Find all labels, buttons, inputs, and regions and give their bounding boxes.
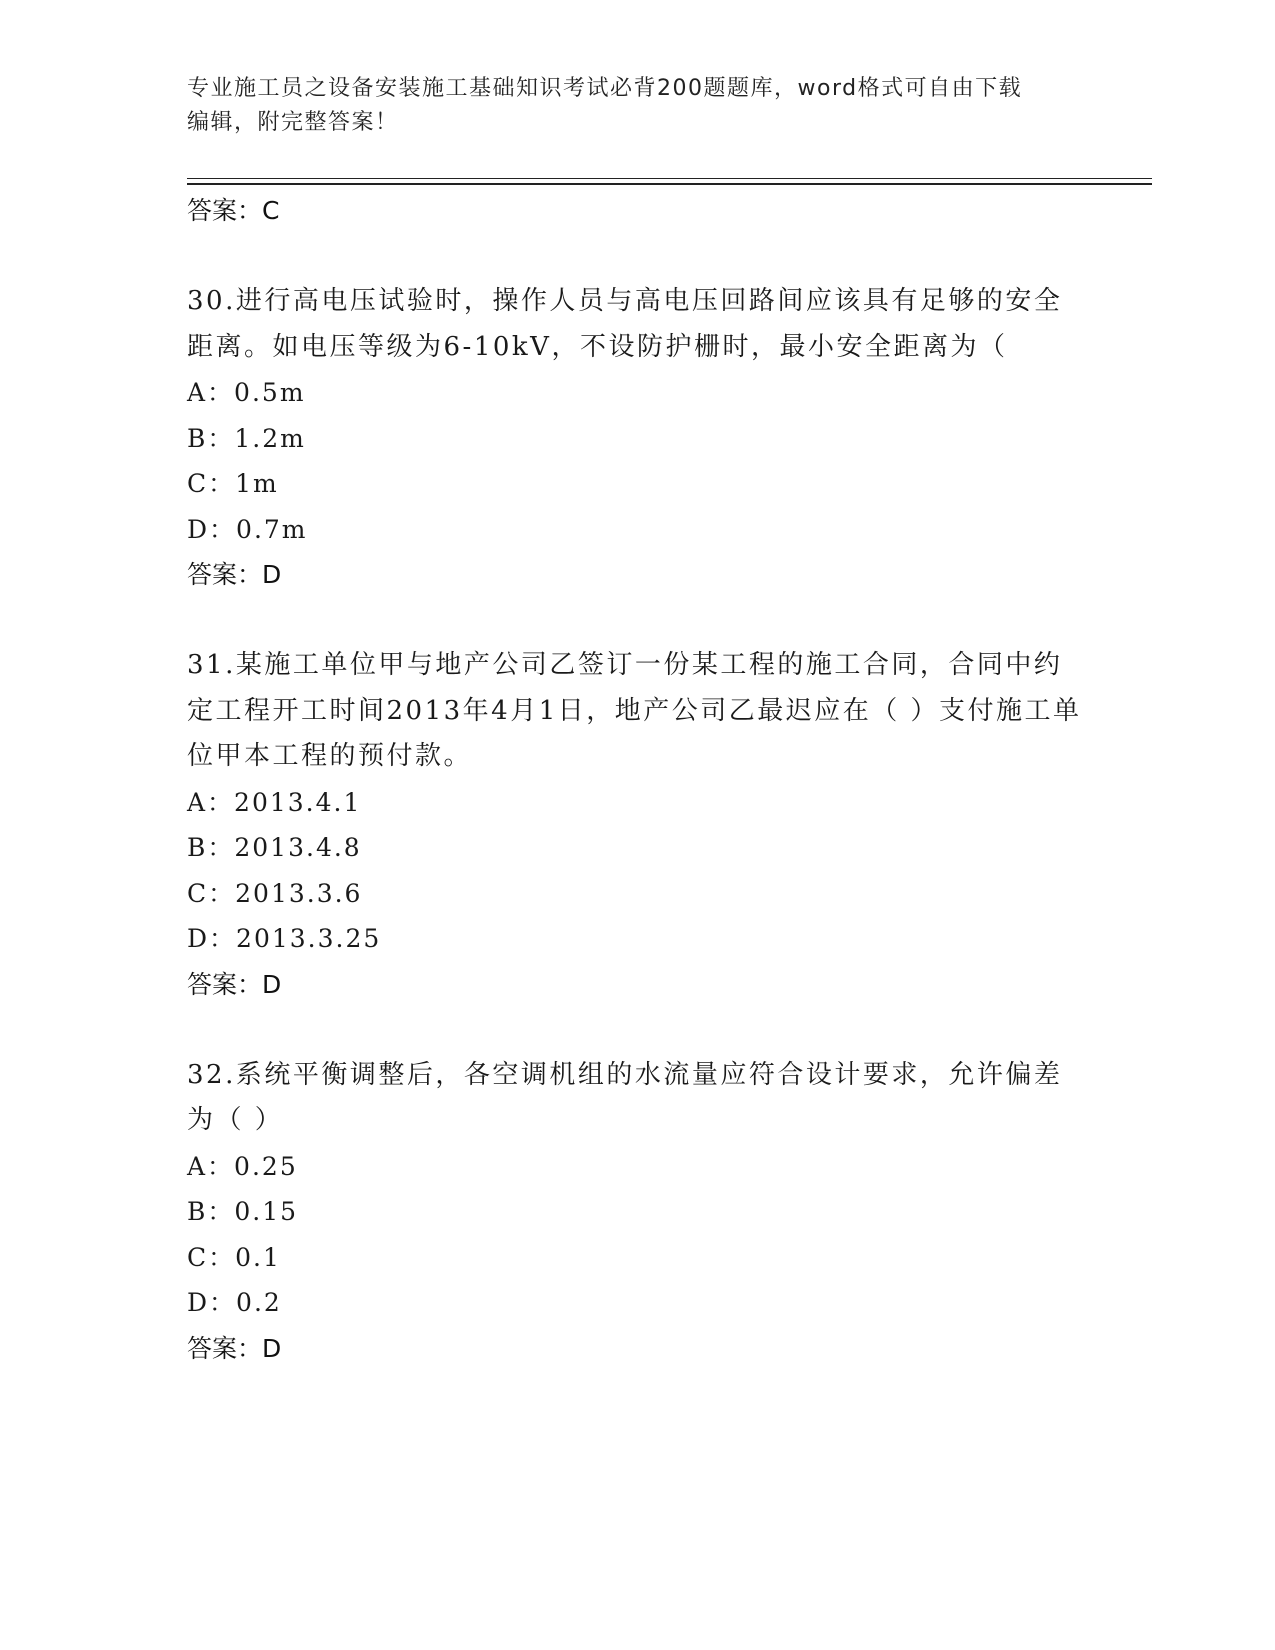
document-header — [187, 72, 1067, 140]
answer: 答案：D — [187, 1333, 282, 1363]
option-b: B：1.2m — [187, 423, 306, 453]
option-c: C：2013.3.6 — [187, 878, 363, 908]
option-d: D：2013.3.25 — [187, 924, 382, 953]
option-list — [187, 1144, 1087, 1326]
header-divider-thick — [187, 183, 1152, 185]
option-d: D：0.7m — [187, 514, 308, 544]
option-a: A：0.25 — [187, 1151, 298, 1181]
header-divider-thin — [187, 178, 1152, 179]
question-text: 30.进行高电压试验时，操作人员与高电压回路间应该具有足够的安全距离。如电压等级为6-10kV，不设防护栅时，最小安全距离为（ — [187, 286, 1063, 362]
option-a: A：2013.4.1 — [187, 787, 362, 817]
header-line-2: 编辑，附完整答案！ — [187, 110, 399, 135]
option-b: B：2013.4.8 — [187, 833, 362, 862]
question-text: 32.系统平衡调整后，各空调机组的水流量应符合设计要求，允许偏差为（ ） — [187, 1059, 1063, 1135]
question-text: 31.某施工单位甲与地产公司乙签订一份某工程的施工合同，合同中约定工程开工时间2013年4月1日，地产公司乙最迟应在（ ）支付施工单位甲本工程的预付款。 — [187, 650, 1082, 771]
option-b: B：0.15 — [187, 1197, 299, 1226]
option-c: C：1m — [187, 469, 279, 498]
header-line-1: 专业施工员之设备安装施工基础知识考试必背200题题库，word格式可自由下载 — [187, 76, 1023, 101]
option-d: D：0.2 — [187, 1288, 282, 1317]
question-32 — [187, 1053, 1087, 1372]
question-list — [187, 188, 1087, 1372]
question-30 — [187, 279, 1087, 598]
option-a: A：0.5m — [187, 378, 306, 407]
option-list — [187, 780, 1087, 962]
previous-answer: 答案：C — [187, 196, 280, 225]
option-list — [187, 370, 1087, 552]
answer: 答案：D — [187, 969, 282, 999]
option-c: C：0.1 — [187, 1242, 281, 1272]
answer: 答案：D — [187, 560, 282, 589]
question-31 — [187, 643, 1087, 1008]
